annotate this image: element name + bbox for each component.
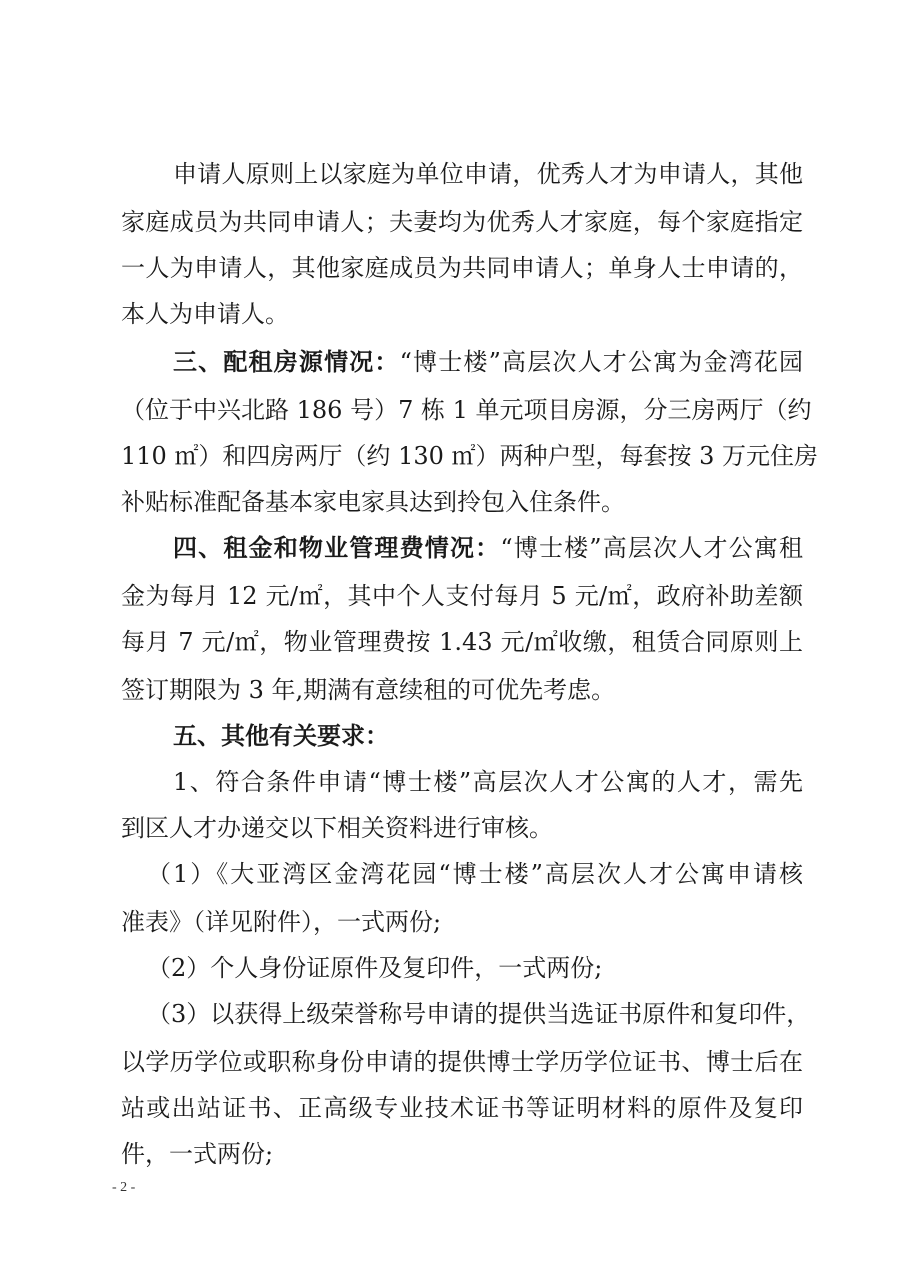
paragraph-line: 签订期限为 3 年,期满有意续租的可优先考虑。: [121, 676, 616, 704]
page-number: - 2 -: [112, 1180, 136, 1195]
item-1-line: 1、符合条件申请“博士楼”高层次人才公寓的人才，需先: [173, 768, 803, 796]
paragraph-line: 申请人原则上以家庭为单位申请，优秀人才为申请人，其他: [173, 160, 803, 188]
item-1-line: 到区人才办递交以下相关资料进行审核。: [121, 814, 553, 842]
sub-item-3-line: （3）以获得上级荣誉称号申请的提供当选证书原件和复印件，: [147, 1000, 811, 1028]
sub-item-3-line: 以学历学位或职称身份申请的提供博士学历学位证书、博士后在: [121, 1048, 803, 1076]
section-3-first-line: [173, 345, 803, 379]
paragraph-line: （位于中兴北路 186 号）7 栋 1 单元项目房源，分三房两厅（约: [121, 396, 812, 424]
paragraph-line: 每月 7 元/㎡，物业管理费按 1.43 元/㎡收缴，租赁合同原则上: [121, 628, 803, 656]
paragraph-line: 金为每月 12 元/㎡，其中个人支付每月 5 元/㎡，政府补助差额: [121, 582, 803, 610]
section-4-text: “博士楼”高层次人才公寓租: [500, 534, 804, 562]
section-3-heading: 三、配租房源情况：: [173, 348, 400, 376]
paragraph-line: 补贴标准配备基本家电家具达到拎包入住条件。: [121, 488, 625, 516]
paragraph-line: 家庭成员为共同申请人；夫妻均为优秀人才家庭，每个家庭指定: [121, 208, 803, 236]
sub-item-1-line: 准表》（详见附件），一式两份;: [121, 908, 442, 936]
paragraph-line: 一人为申请人，其他家庭成员为共同申请人；单身人士申请的，: [121, 254, 803, 282]
paragraph-line: 110 ㎡）和四房两厅（约 130 ㎡）两种户型，每套按 3 万元住房: [121, 442, 819, 470]
sub-item-3-line: 站或出站证书、正高级专业技术证书等证明材料的原件及复印: [121, 1094, 803, 1122]
sub-item-1-line: （1）《大亚湾区金湾花园“博士楼”高层次人才公寓申请核: [147, 860, 803, 888]
section-4-heading: 四、租金和物业管理费情况：: [173, 534, 501, 562]
section-5-heading: 五、其他有关要求：: [173, 722, 389, 750]
paragraph-line: 本人为申请人。: [121, 300, 289, 328]
sub-item-3-line: 件，一式两份;: [121, 1140, 274, 1168]
section-3-text: “博士楼”高层次人才公寓为金湾花园: [399, 348, 803, 376]
section-5-line: [173, 719, 803, 753]
sub-item-2-line: （2）个人身份证原件及复印件，一式两份;: [147, 954, 603, 982]
section-4-first-line: [173, 531, 803, 565]
